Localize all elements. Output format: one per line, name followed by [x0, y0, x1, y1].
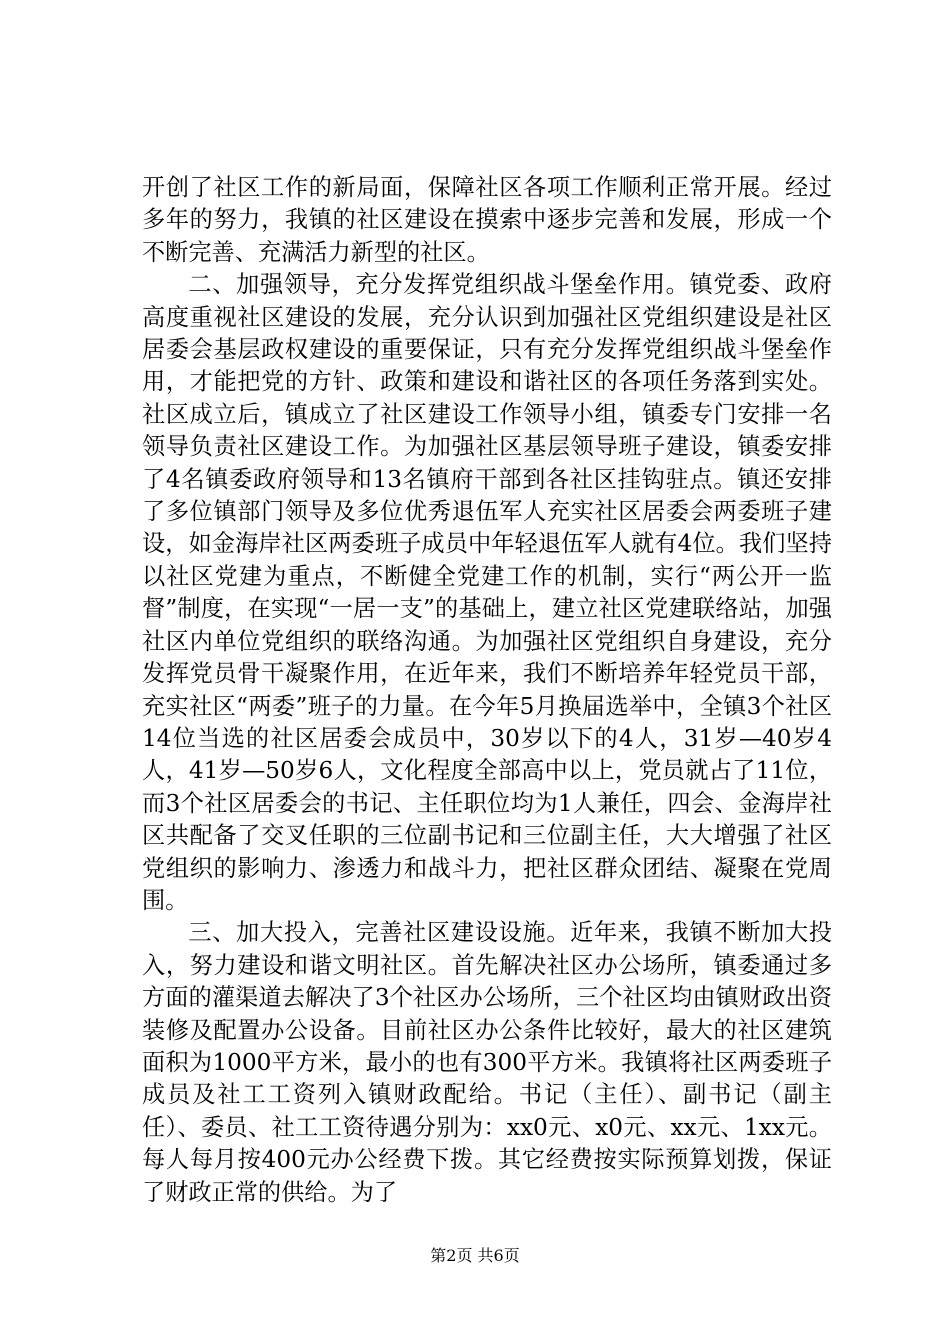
paragraph-1: 开创了社区工作的新局面，保障社区各项工作顺利正常开展。经过多年的努力，我镇的社区建设在摸索中逐步完善和发展，形成一个不断完善、充满活力新型的社区。 [142, 174, 832, 266]
page-footer: 第2页 共6页 [430, 1246, 520, 1265]
paragraph-2: 二、加强领导，充分发挥党组织战斗堡垒作用。镇党委、政府高度重视社区建设的发展，充分认识到加强社区党组织建设是社区居委会基层政权建设的重要保证，只有充分发挥党组织战斗堡垒作用，才能把党的方针、政策和建设和谐社区的各项任务落到实处。社区成立后，镇成立了社区建设工作领导小组，镇委专门安排一名领导负责社区建设工作。为加强社区基层领导班子建设，镇委安排了4名镇委政府领导和13名镇府干部到各社区挂钩驻点。镇还安排了多位镇部门领导及多位优秀退伍军人充实社区居委会两委班子建设，如金海岸社区两委班子成员中年轻退伍军人就有4位。我们坚持以社区党建为重点，不断健全党建工作的机制，实行“两公开一监督”制度，在实现“一居一支”的基础上，建立社区党建联络站，加强社区内单位党组织的联络沟通。为加强社区党组织自身建设，充分发挥党员骨干凝聚作用，在近年来，我们不断培养年轻党员干部，充实社区“两委”班子的力量。在今年5月换届选举中，全镇3个社区14位当选的社区居委会成员中，30岁以下的4人，31岁—40岁4人，41岁—50岁6人，文化程度全部高中以上，党员就占了11位，而3个社区居委会的书记、主任职位均为1人兼任，四会、金海岸社区共配备了交叉任职的三位副书记和三位副主任，大大增强了社区党组织的影响力、渗透力和战斗力，把社区群众团结、凝聚在党周围。 [142, 271, 832, 914]
document-body [142, 172, 832, 1209]
paragraph-3: 三、加大投入，完善社区建设设施。近年来，我镇不断加大投入，努力建设和谐文明社区。首先解决社区办公场所，镇委通过多方面的灌渠道去解决了3个社区办公场所，三个社区均由镇财政出资装修及配置办公设备。目前社区办公条件比较好，最大的社区建筑面积为1000平方米，最小的也有300平方米。我镇将社区两委班子成员及社工工资列入镇财政配给。书记（主任）、副书记（副主任）、委员、社工工资待遇分别为：xx0元、x0元、xx元、1xx元。每人每月按400元办公经费下拨。其它经费按实际预算划拨，保证了财政正常的供给。为了 [142, 919, 832, 1206]
